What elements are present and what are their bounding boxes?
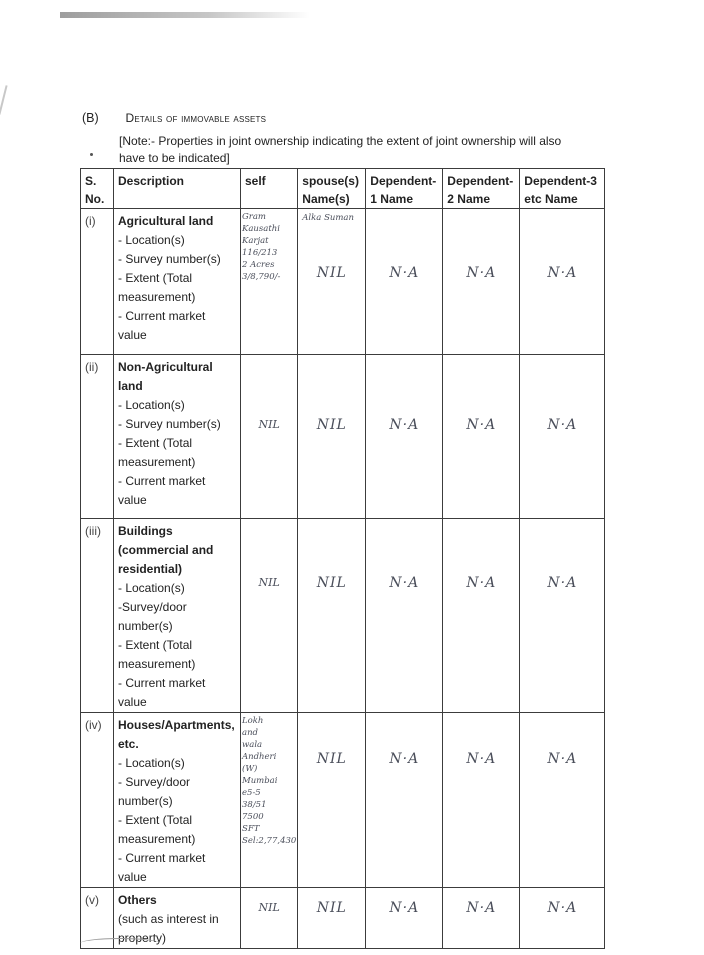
header-dependent-3: Dependent-3 etc Name — [520, 169, 605, 209]
table-row — [81, 355, 605, 519]
handwritten-spouse-value: NIL — [316, 265, 347, 281]
header-sno: S. No. — [81, 169, 114, 209]
asset-detail-item: - Survey/door number(s) — [118, 775, 191, 808]
handwritten-dependent-3-value: N·A — [547, 900, 578, 916]
handwritten-self-value: Lokh — [242, 716, 264, 726]
scan-streak — [60, 12, 310, 18]
handwritten-self-value: SFT — [242, 824, 260, 834]
spouse-value-cell — [298, 209, 366, 355]
description-cell — [114, 209, 241, 355]
spouse-value-cell — [298, 355, 366, 519]
asset-detail-item: - Current market value — [118, 676, 206, 709]
asset-detail-item: - Extent (Total measurement) — [118, 813, 196, 846]
spouse-value-cell — [298, 713, 366, 888]
dependent-2-value-cell — [443, 355, 520, 519]
table-row — [81, 519, 605, 713]
asset-detail-item: - Location(s) — [118, 233, 185, 247]
asset-detail-item: - Extent (Total measurement) — [118, 638, 196, 671]
dependent-2-value-cell — [443, 209, 520, 355]
table-row — [81, 713, 605, 888]
asset-detail-item: - Location(s) — [118, 756, 185, 770]
serial-number: (iv) — [81, 713, 114, 888]
section-title: Details of immovable assets — [125, 111, 267, 125]
handwritten-self-value: Andheri — [242, 752, 277, 762]
handwritten-self-value: and — [242, 728, 258, 738]
dependent-3-value-cell — [520, 713, 605, 888]
handwritten-dependent-2-value: N·A — [466, 900, 497, 916]
handwritten-dependent-3-value: N·A — [547, 417, 578, 433]
description-cell — [114, 355, 241, 519]
handwritten-dependent-3-value: N·A — [547, 265, 578, 281]
asset-detail-item: - Current market value — [118, 851, 206, 884]
header-dependent-1: Dependent-1 Name — [366, 169, 443, 209]
section-heading — [82, 111, 266, 125]
description-cell — [114, 519, 241, 713]
asset-detail-item: - Survey number(s) — [118, 252, 221, 266]
handwritten-self-value: 116/213 — [242, 248, 278, 258]
description-cell — [114, 713, 241, 888]
serial-number: (iii) — [81, 519, 114, 713]
asset-type-title: Houses/Apartments, etc. — [118, 718, 235, 751]
handwritten-dependent-1-value: N·A — [389, 265, 420, 281]
asset-detail-item: - Location(s) — [118, 398, 185, 412]
asset-detail-item: - Current market value — [118, 474, 206, 507]
spouse-name-handwritten: Alka Suman — [302, 213, 354, 223]
spouse-value-cell — [298, 519, 366, 713]
header-dependent-2: Dependent-2 Name — [443, 169, 520, 209]
handwritten-self-value: NIL — [258, 901, 280, 914]
asset-type-title: Buildings (commercial and residential) — [118, 524, 214, 576]
handwritten-self-value: Sel:2,77,430 — [242, 836, 297, 846]
handwritten-spouse-value: NIL — [316, 900, 347, 916]
asset-type-title: Agricultural land — [118, 214, 214, 228]
asset-detail-item: - Survey number(s) — [118, 417, 221, 431]
serial-number: (v) — [81, 888, 114, 949]
handwritten-dependent-2-value: N·A — [466, 417, 497, 433]
asset-detail-item: - Extent (Total measurement) — [118, 436, 196, 469]
dependent-3-value-cell — [520, 209, 605, 355]
asset-detail-item: - Current market value — [118, 309, 206, 342]
asset-detail-item: - Location(s) — [118, 581, 185, 595]
scan-mark — [0, 85, 8, 115]
asset-type-title: Others — [118, 893, 157, 907]
handwritten-self-value: Karjat — [242, 236, 269, 246]
handwritten-self-value: 38/51 — [242, 800, 267, 810]
handwritten-spouse-value: NIL — [316, 575, 347, 591]
handwritten-dependent-1-value: N·A — [389, 417, 420, 433]
dependent-1-value-cell — [366, 519, 443, 713]
handwritten-self-value: NIL — [258, 418, 280, 431]
dependent-2-value-cell — [443, 888, 520, 949]
handwritten-spouse-value: NIL — [316, 417, 347, 433]
handwritten-self-value: 3/8,790/- — [242, 272, 281, 282]
section-note: [Note:- Properties in joint ownership indicating the extent of joint ownership will also have to be indicated] — [119, 134, 562, 165]
handwritten-self-value: Mumbai — [242, 776, 278, 786]
asset-detail-item: -Survey/door number(s) — [118, 600, 187, 633]
asset-type-title: Non-Agricultural land — [118, 360, 213, 393]
header-description: Description — [114, 169, 241, 209]
self-value-cell — [241, 355, 298, 519]
dependent-1-value-cell — [366, 355, 443, 519]
table-row — [81, 209, 605, 355]
immovable-assets-table — [80, 168, 605, 949]
handwritten-self-value: (W) — [242, 764, 258, 774]
header-spouse: spouse(s) Name(s) — [298, 169, 366, 209]
spouse-value-cell — [298, 888, 366, 949]
handwritten-dependent-1-value: N·A — [389, 900, 420, 916]
serial-number: (ii) — [81, 355, 114, 519]
section-number: (B) — [82, 111, 99, 125]
handwritten-self-value: NIL — [258, 576, 280, 589]
handwritten-self-value: wala — [242, 740, 263, 750]
handwritten-self-value: e5-5 — [242, 788, 261, 798]
dependent-1-value-cell — [366, 888, 443, 949]
dependent-1-value-cell — [366, 209, 443, 355]
self-value-cell — [241, 888, 298, 949]
signature-scribble — [80, 938, 160, 949]
asset-detail-item: - Extent (Total measurement) — [118, 271, 196, 304]
handwritten-self-value: Kausathi — [242, 224, 280, 234]
table-row — [81, 888, 605, 949]
dependent-3-value-cell — [520, 888, 605, 949]
self-value-cell — [241, 209, 298, 355]
handwritten-dependent-2-value: N·A — [466, 751, 497, 767]
serial-number: (i) — [81, 209, 114, 355]
handwritten-self-value: 2 Acres — [242, 260, 275, 270]
handwritten-self-value: Gram — [242, 212, 266, 222]
asset-detail-item: (such as interest in property) — [118, 912, 219, 945]
dependent-3-value-cell — [520, 519, 605, 713]
handwritten-dependent-3-value: N·A — [547, 575, 578, 591]
handwritten-dependent-1-value: N·A — [389, 575, 420, 591]
handwritten-spouse-value: NIL — [316, 751, 347, 767]
handwritten-dependent-1-value: N·A — [389, 751, 420, 767]
dependent-2-value-cell — [443, 519, 520, 713]
handwritten-dependent-2-value: N·A — [466, 265, 497, 281]
dependent-1-value-cell — [366, 713, 443, 888]
header-self: self — [241, 169, 298, 209]
dependent-2-value-cell — [443, 713, 520, 888]
self-value-cell — [241, 519, 298, 713]
self-value-cell — [241, 713, 298, 888]
stray-dot — [90, 153, 93, 156]
handwritten-dependent-3-value: N·A — [547, 751, 578, 767]
handwritten-self-value: 7500 — [242, 812, 264, 822]
handwritten-dependent-2-value: N·A — [466, 575, 497, 591]
table-header-row — [81, 169, 605, 209]
dependent-3-value-cell — [520, 355, 605, 519]
